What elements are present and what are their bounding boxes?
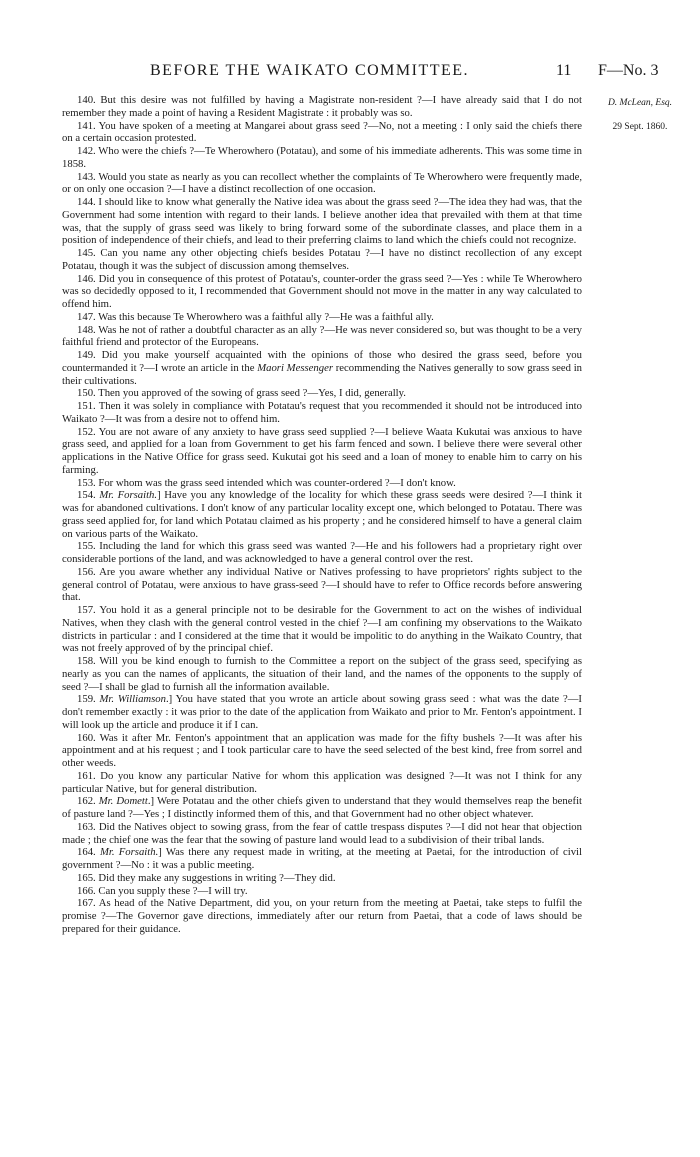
paragraph-text: recommending the Natives generally to sow grass seed in their cultivations. [62,361,583,387]
testimony-paragraph [62,196,582,247]
page-header [0,62,700,86]
testimony-paragraph [62,693,582,731]
italic-text: Maori Messenger [257,361,333,374]
paragraph-text: 141. You have spoken of a meeting at Mangarei about grass seed ?—No, not a meeting : I only said the chiefs there on a certain occasion protested. [62,119,582,145]
testimony-paragraph [62,821,582,847]
paragraph-text: 142. Who were the chiefs ?—Te Wherowhero (Potatau), and some of his immediate adherents. This was some time in 1858. [62,145,582,170]
paragraph-text: 140. But this desire was not fulfilled by having a Magistrate non-resident ?—I have already said that I do not remember they made a point of having a Resident Magistrate : it probably was so. [62,94,582,119]
testimony-paragraph [62,349,582,387]
italic-text: Mr. Forsaith. [99,846,159,859]
testimony-paragraph [62,400,582,426]
paragraph-text: 145. Can you name any other objecting chiefs besides Potatau ?—I have no distinct recollection of any except Potatau, though it was the subject of discussion among themselves. [62,247,582,272]
testimony-paragraph [62,477,582,490]
paragraph-text: 159. [77,693,100,706]
testimony-body [62,94,582,936]
paragraph-text: 147. Was this because Te Wherowhero was a faithful ally ?—He was a faithful ally. [77,310,434,323]
document-reference: F—No. 3 [598,62,659,79]
paragraph-text: 166. Can you supply these ?—I will try. [77,884,248,897]
paragraph-text: 148. Was he not of rather a doubtful character as an ally ?—He was never considered so, but was thought to be a very faithful friend and protector of the Europeans. [62,323,582,349]
testimony-paragraph [62,324,582,350]
paragraph-text: 153. For whom was the grass seed intended which was counter-ordered ?—I don't know. [77,476,456,489]
testimony-paragraph [62,732,582,770]
page-number: 11 [556,62,572,79]
paragraph-text: 143. Would you state as nearly as you can recollect whether the complaints of Te Wherowhero were frequently made, or on only one occasion ?—I have a distinct recollection of one occasion. [62,170,582,196]
testimony-paragraph [62,171,582,197]
italic-text: Mr. Williamson [99,693,166,706]
paragraph-text: .] You have stated that you wrote an article about sowing grass seed : what was the date ?—I don't remember exactly : it was prior to the date of the application from Waikato and prior to Mr. Fenton's appointment. I will look up the article and produce it if I can. [62,693,582,731]
italic-text: Mr. Domett [98,795,148,808]
paragraph-text: 160. Was it after Mr. Fenton's appointment that an application was made for the fifty bushels ?—It was after his appointment and at his request ; and I took particular care to have the seed selected of the best kind, free from sorrel and other weeds. [62,731,582,769]
italic-text: Mr. Forsaith. [99,489,158,502]
paragraph-text: ] Have you any knowledge of the locality for which these grass seeds were desired ?—I think it was for abandoned cultivations. I don't know of any particular locality except one, which belonged to Potatau. There was grass seed applied for, for land which Potatau claimed as his property ; and he considered himself to have a general claim on various parts of the Waikato. [62,489,583,540]
paragraph-text: 154. [77,489,100,502]
testimony-date: 29 Sept. 1860. [612,122,668,132]
testimony-paragraph [62,273,582,311]
paragraph-text: 146. Did you in consequence of this protest of Potatau's, counter-order the grass seed ?—Yes : while Te Wherowhero was so decidedly opposed to it, I recommended that Government should not move in the matter in any way calculated to offend him. [62,272,582,310]
paragraph-text: 155. Including the land for which this grass seed was wanted ?—He and his followers had a proprietary right over considerable portions of the land, and was acknowledged to have a general control over the rest. [62,540,582,565]
paragraph-text: 156. Are you aware whether any individual Native or Natives professing to have proprietors' rights subject to the general control of Potatau, were anxious to have grass-seed ?—I should have to refer to Office records before answering that. [62,565,582,604]
paragraph-text: 144. I should like to know what generally the Native idea was about the grass seed ?—The idea they had was, that the Government had some intention with regard to their lands. I believe another idea that prevailed with them at that time was, that the supply of grass seed was likely to bring forward some of the subordinate classes, and place them in a position of independence of their chiefs, and lead to their preferring claims to land which the chiefs could not recognize. [62,196,582,247]
testimony-paragraph [62,770,582,796]
testimony-paragraph [62,426,582,477]
running-title: BEFORE THE WAIKATO COMMITTEE. [150,62,470,79]
testimony-paragraph [62,846,582,872]
testimony-paragraph [62,795,582,821]
testimony-paragraph [62,566,582,604]
testimony-paragraph [62,489,582,540]
testimony-paragraph [62,885,582,898]
paragraph-text: 161. Do you know any particular Native for whom this application was designed ?—It was not I think for any particular Native, but for general distribution. [62,769,582,795]
paragraph-text: 152. You are not aware of any anxiety to have grass seed supplied ?—I believe Waata Kukutai was anxious to have grass seed, and applied for a loan from Government to get his farm fenced and sown. I believe there were several other applications in the Native Office for grass seed. Kukutai got his seed and a loan of money to enable him to carry on his farming. [62,425,582,476]
testimony-paragraph [62,604,582,655]
paragraph-text: 149. Did you make yourself acquainted with the opinions of those who desired the grass seed, before you countermanded it ?—I wrote an article in the [62,349,582,374]
witness-name: D. McLean, Esq. [607,98,673,108]
paragraph-text: 157. You hold it as a general principle not to be desirable for the Government to act on the wishes of individual Natives, when they clash with the general control vested in the chief ?—I am confining my observations to the Waikato districts in particular : and I considered at the time that it would be impolitic to do anything in the Waikato Country, that was not freely approved of by the principal chief. [62,604,582,655]
paragraph-text: 164. [77,846,100,859]
paragraph-text: 163. Did the Natives object to sowing grass, from the fear of cattle trespass disputes ?—I did not hear that objection made ; the chief one was the fear that the sowing of pasture land would lead to a subdivision of their tribal lands. [62,820,582,846]
testimony-paragraph [62,94,582,120]
testimony-paragraph [62,540,582,566]
testimony-paragraph [62,655,582,693]
margin-note [590,96,690,134]
testimony-paragraph [62,387,582,400]
paragraph-text: 158. Will you be kind enough to furnish to the Committee a report on the subject of the grass seed, specifying as nearly as you can the names of applicants, the situation of their land, and the names of the opponents to the supply of seed ?—I shall be glad to furnish all the information available. [62,655,582,693]
paragraph-text: 167. As head of the Native Department, did you, on your return from the meeting at Paetai, take steps to fulfil the promise ?—The Governor gave directions, immediately after our return from Paetai, that a code of laws should be prepared for their guidance. [62,897,582,935]
paragraph-text: ] Was there any request made in writing, at the meeting at Paetai, for the introduction of civil government ?—No : it was a public meeting. [62,846,582,871]
paragraph-text: 150. Then you approved of the sowing of grass seed ?—Yes, I did, generally. [77,387,406,400]
testimony-paragraph [62,145,582,171]
paragraph-text: 165. Did they make any suggestions in writing ?—They did. [77,871,336,884]
testimony-paragraph [62,120,582,146]
testimony-paragraph [62,872,582,885]
paragraph-text: 162. [77,795,99,808]
testimony-paragraph [62,897,582,935]
paragraph-text: 151. Then it was solely in compliance with Potatau's request that you recommended it should not be introduced into Waikato ?—It was from a desire not to offend him. [62,400,582,425]
paragraph-text: .] Were Potatau and the other chiefs given to understand that they would themselves reap the benefit of pasture land ?—Yes ; I distinctly informed them of this, and that Government had no other object whatever. [62,795,583,820]
testimony-paragraph [62,247,582,273]
testimony-paragraph [62,311,582,324]
